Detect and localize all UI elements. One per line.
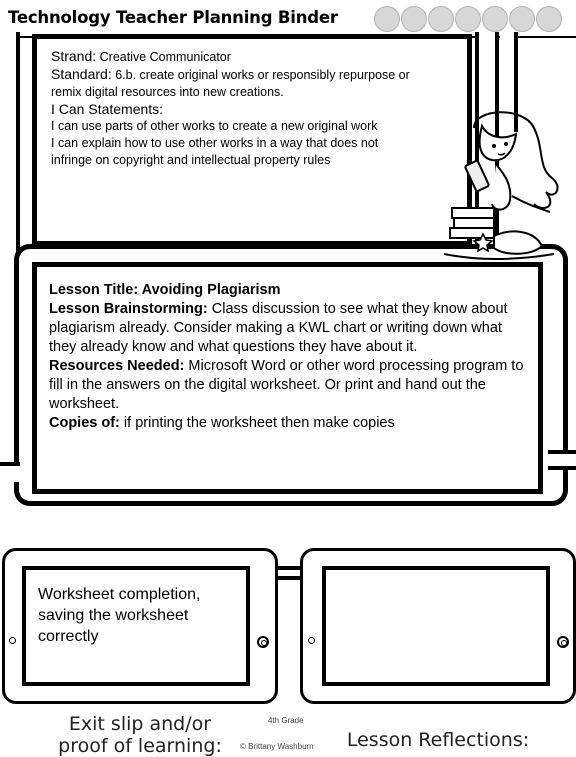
exit-slip-caption-2: proof of learning: bbox=[58, 735, 222, 757]
camera-icon bbox=[9, 637, 16, 644]
home-button-icon bbox=[557, 636, 569, 648]
grade-label: 4th Grade bbox=[268, 716, 304, 725]
home-button-icon bbox=[257, 636, 269, 648]
standards-panel bbox=[32, 34, 472, 246]
strand-value: Creative Communicator bbox=[99, 50, 231, 64]
resources-block bbox=[49, 357, 526, 414]
standard-label: Standard: bbox=[51, 66, 112, 82]
credit-label: © Brittany Washburn bbox=[240, 742, 314, 751]
left-frame-edge bbox=[0, 32, 20, 282]
header-circle bbox=[509, 6, 535, 32]
strand-label: Strand: bbox=[51, 48, 97, 64]
camera-icon bbox=[308, 637, 315, 644]
left-ledge bbox=[0, 462, 20, 482]
reflections-caption: Lesson Reflections: bbox=[346, 729, 530, 751]
header-circle bbox=[428, 6, 454, 32]
exit-slip-caption-1: Exit slip and/or bbox=[68, 713, 212, 735]
connector-bar bbox=[276, 566, 302, 580]
brainstorm-block bbox=[49, 300, 526, 357]
header-circle bbox=[455, 6, 481, 32]
ican-statement-1: I can use parts of other works to create a new original work bbox=[51, 119, 378, 133]
exit-slip-text: Worksheet completion, saving the worksheet correctly bbox=[38, 586, 201, 645]
header-circle bbox=[401, 6, 427, 32]
copies-block bbox=[49, 414, 526, 433]
standard-line bbox=[51, 66, 453, 84]
page-title: Technology Teacher Planning Binder bbox=[8, 8, 338, 27]
header-circle bbox=[482, 6, 508, 32]
resources-label: Resources Needed: bbox=[49, 358, 185, 374]
header-circle bbox=[536, 6, 562, 32]
ican-statement-3: infringe on copyright and intellectual property rules bbox=[51, 153, 331, 167]
header-circle bbox=[374, 6, 400, 32]
reflections-screen bbox=[322, 566, 550, 686]
resources-text: Microsoft Word or other word processing program to fill in the answers on the digital worksheet. Or print and hand out the worksheet. bbox=[49, 358, 524, 412]
standard-value: 6.b. create original works or responsibly repurpose or bbox=[115, 68, 410, 82]
right-ledge bbox=[548, 450, 576, 470]
brainstorm-text: Class discussion to see what they know about plagiarism already. Consider making a KWL chart or writing down what they already know and what questions they have about it. bbox=[49, 301, 508, 355]
exit-slip-caption bbox=[40, 713, 240, 757]
strand-line bbox=[51, 48, 453, 66]
ican-statement-2: I can explain how to use other works in a way that does not bbox=[51, 136, 379, 150]
girl-reading-illustration bbox=[434, 108, 576, 268]
ican-label: I Can Statements: bbox=[51, 101, 164, 117]
standard-value-cont: remix digital resources into new creations. bbox=[51, 85, 284, 99]
lesson-panel bbox=[32, 262, 543, 494]
lesson-title: Lesson Title: Avoiding Plagiarism bbox=[49, 282, 281, 298]
exit-slip-screen bbox=[22, 566, 250, 686]
copies-label: Copies of: bbox=[49, 415, 120, 431]
copies-text: if printing the worksheet then make copies bbox=[123, 415, 395, 431]
brainstorm-label: Lesson Brainstorming: bbox=[49, 301, 208, 317]
